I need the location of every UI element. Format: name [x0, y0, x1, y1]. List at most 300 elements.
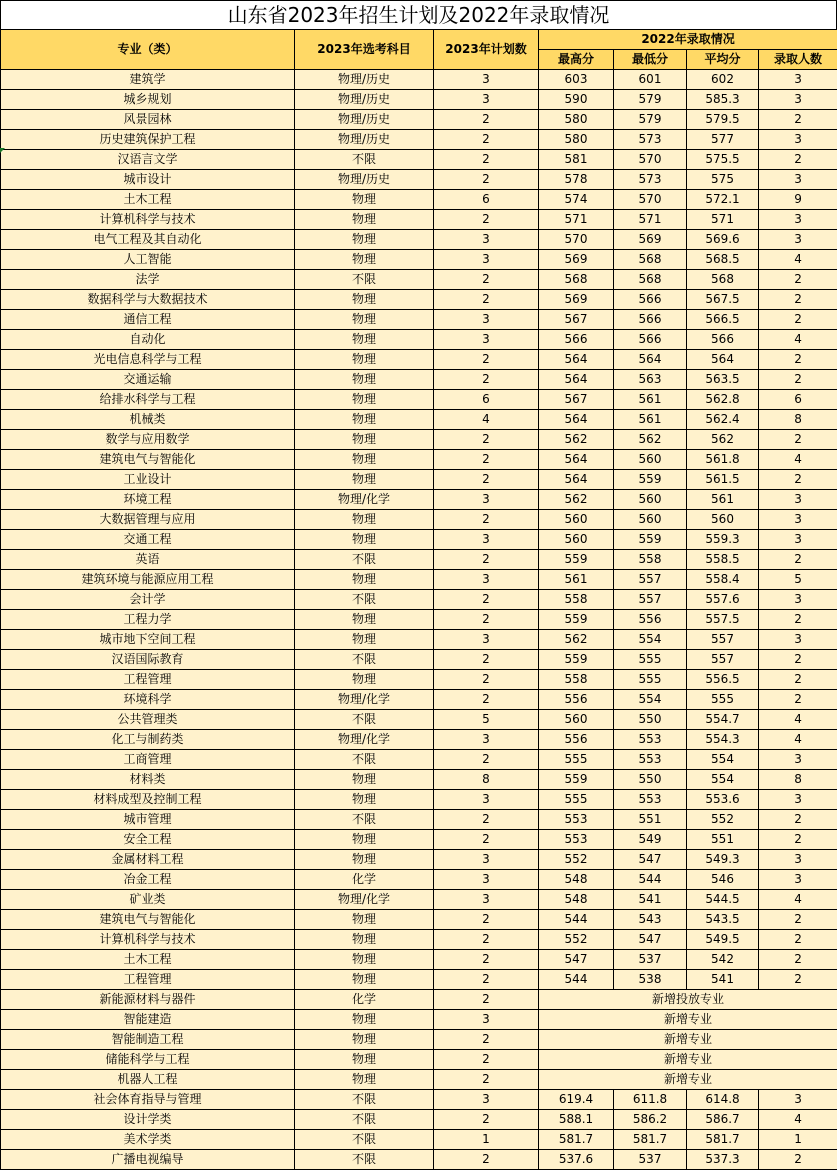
cell-max-score: 588.1 — [539, 1110, 614, 1130]
cell-subjects: 物理 — [295, 450, 434, 470]
cell-min-score: 569 — [614, 230, 687, 250]
header-2022-group: 2022年录取情况 — [539, 30, 837, 50]
cell-plan: 2 — [434, 810, 539, 830]
cell-avg-score: 566 — [687, 330, 759, 350]
cell-avg-score: 557 — [687, 630, 759, 650]
cell-avg-score: 559.3 — [687, 530, 759, 550]
cell-min-score: 561 — [614, 410, 687, 430]
cell-max-score: 578 — [539, 170, 614, 190]
table-row — [1, 290, 837, 310]
cell-min-score: 611.8 — [614, 1090, 687, 1110]
cell-plan: 2 — [434, 550, 539, 570]
cell-plan: 3 — [434, 790, 539, 810]
cell-max-score: 562 — [539, 630, 614, 650]
cell-avg-score: 569.6 — [687, 230, 759, 250]
cell-major: 工程力学 — [1, 610, 295, 630]
cell-subjects: 不限 — [295, 550, 434, 570]
cell-avg-score: 564 — [687, 350, 759, 370]
cell-major: 工商管理 — [1, 750, 295, 770]
cell-major: 矿业类 — [1, 890, 295, 910]
table-row — [1, 230, 837, 250]
header-avg: 平均分 — [687, 50, 759, 70]
table-row — [1, 790, 837, 810]
cell-subjects: 物理/历史 — [295, 90, 434, 110]
table-row — [1, 1150, 837, 1170]
cell-min-score: 568 — [614, 250, 687, 270]
cell-major: 公共管理类 — [1, 710, 295, 730]
cell-subjects: 物理 — [295, 950, 434, 970]
cell-avg-score: 561.5 — [687, 470, 759, 490]
cell-avg-score: 557.5 — [687, 610, 759, 630]
cell-max-score: 559 — [539, 770, 614, 790]
cell-major: 安全工程 — [1, 830, 295, 850]
cell-major: 新能源材料与器件 — [1, 990, 295, 1010]
cell-min-score: 560 — [614, 490, 687, 510]
cell-admitted-count: 2 — [759, 830, 837, 850]
cell-admitted-count: 1 — [759, 1130, 837, 1150]
cell-plan: 2 — [434, 270, 539, 290]
cell-subjects: 物理 — [295, 1050, 434, 1070]
cell-admitted-count: 3 — [759, 130, 837, 150]
cell-min-score: 560 — [614, 450, 687, 470]
cell-min-score: 558 — [614, 550, 687, 570]
cell-subjects: 物理 — [295, 410, 434, 430]
cell-major: 交通工程 — [1, 530, 295, 550]
cell-major: 环境工程 — [1, 490, 295, 510]
cell-min-score: 554 — [614, 690, 687, 710]
cell-plan: 3 — [434, 230, 539, 250]
cell-avg-score: 543.5 — [687, 910, 759, 930]
cell-plan: 2 — [434, 350, 539, 370]
table-row — [1, 670, 837, 690]
cell-min-score: 566 — [614, 290, 687, 310]
cell-subjects: 物理 — [295, 610, 434, 630]
table-row — [1, 190, 837, 210]
cell-avg-score: 571 — [687, 210, 759, 230]
cell-min-score: 560 — [614, 510, 687, 530]
cell-subjects: 物理 — [295, 570, 434, 590]
table-row — [1, 630, 837, 650]
cell-admitted-count: 2 — [759, 670, 837, 690]
cell-plan: 2 — [434, 430, 539, 450]
cell-subjects: 不限 — [295, 1150, 434, 1170]
cell-max-score: 568 — [539, 270, 614, 290]
cell-major: 储能科学与工程 — [1, 1050, 295, 1070]
cell-plan: 2 — [434, 590, 539, 610]
cell-subjects: 不限 — [295, 710, 434, 730]
cell-max-score: 564 — [539, 370, 614, 390]
cell-new-major-note: 新增专业 — [539, 1030, 837, 1050]
cell-admitted-count: 2 — [759, 1150, 837, 1170]
cell-min-score: 549 — [614, 830, 687, 850]
cell-admitted-count: 3 — [759, 630, 837, 650]
cell-major: 数据科学与大数据技术 — [1, 290, 295, 310]
cell-min-score: 586.2 — [614, 1110, 687, 1130]
cell-avg-score: 554.7 — [687, 710, 759, 730]
cell-plan: 6 — [434, 390, 539, 410]
cell-max-score: 553 — [539, 830, 614, 850]
cell-plan: 6 — [434, 190, 539, 210]
cell-admitted-count: 9 — [759, 190, 837, 210]
sheet-title: 山东省2023年招生计划及2022年录取情况 — [0, 0, 837, 29]
cell-subjects: 物理 — [295, 850, 434, 870]
cell-max-score: 562 — [539, 430, 614, 450]
cell-plan: 3 — [434, 330, 539, 350]
cell-min-score: 538 — [614, 970, 687, 990]
cell-plan: 3 — [434, 250, 539, 270]
cell-plan: 2 — [434, 290, 539, 310]
cell-avg-score: 554 — [687, 770, 759, 790]
cell-avg-score: 553.6 — [687, 790, 759, 810]
cell-plan: 1 — [434, 1130, 539, 1150]
cell-subjects: 物理 — [295, 430, 434, 450]
cell-max-score: 581 — [539, 150, 614, 170]
cell-subjects: 不限 — [295, 1130, 434, 1150]
cell-max-score: 552 — [539, 930, 614, 950]
cell-avg-score: 557 — [687, 650, 759, 670]
cell-avg-score: 568.5 — [687, 250, 759, 270]
cell-plan: 3 — [434, 570, 539, 590]
cell-max-score: 569 — [539, 290, 614, 310]
cell-admitted-count: 2 — [759, 910, 837, 930]
cell-avg-score: 561 — [687, 490, 759, 510]
cell-admitted-count: 3 — [759, 210, 837, 230]
cell-admitted-count: 2 — [759, 810, 837, 830]
cell-max-score: 560 — [539, 710, 614, 730]
cell-plan: 5 — [434, 710, 539, 730]
cell-subjects: 不限 — [295, 1110, 434, 1130]
header-count: 录取人数 — [759, 50, 837, 70]
cell-major: 历史建筑保护工程 — [1, 130, 295, 150]
cell-admitted-count: 3 — [759, 850, 837, 870]
cell-subjects: 物理 — [295, 630, 434, 650]
cell-plan: 2 — [434, 1110, 539, 1130]
cell-subjects: 物理 — [295, 510, 434, 530]
table-row — [1, 650, 837, 670]
table-row — [1, 1090, 837, 1110]
cell-min-score: 557 — [614, 570, 687, 590]
cell-major: 人工智能 — [1, 250, 295, 270]
cell-admitted-count: 4 — [759, 730, 837, 750]
cell-avg-score: 552 — [687, 810, 759, 830]
cell-plan: 2 — [434, 510, 539, 530]
cell-min-score: 564 — [614, 350, 687, 370]
cell-max-score: 547 — [539, 950, 614, 970]
cell-min-score: 573 — [614, 170, 687, 190]
cell-major: 给排水科学与工程 — [1, 390, 295, 410]
cell-major: 环境科学 — [1, 690, 295, 710]
table-row — [1, 750, 837, 770]
cell-max-score: 566 — [539, 330, 614, 350]
cell-subjects: 化学 — [295, 990, 434, 1010]
cell-subjects: 不限 — [295, 270, 434, 290]
cell-min-score: 537 — [614, 950, 687, 970]
table-row — [1, 810, 837, 830]
cell-min-score: 573 — [614, 130, 687, 150]
cell-min-score: 550 — [614, 710, 687, 730]
cell-major: 化工与制药类 — [1, 730, 295, 750]
cell-plan: 3 — [434, 70, 539, 90]
cell-plan: 8 — [434, 770, 539, 790]
cell-admitted-count: 3 — [759, 90, 837, 110]
cell-avg-score: 537.3 — [687, 1150, 759, 1170]
cell-max-score: 561 — [539, 570, 614, 590]
cell-admitted-count: 2 — [759, 150, 837, 170]
cell-avg-score: 586.7 — [687, 1110, 759, 1130]
table-row — [1, 870, 837, 890]
table-row — [1, 1030, 837, 1050]
cell-max-score: 552 — [539, 850, 614, 870]
cell-avg-score: 602 — [687, 70, 759, 90]
cell-min-score: 559 — [614, 530, 687, 550]
table-row — [1, 570, 837, 590]
cell-major: 材料成型及控制工程 — [1, 790, 295, 810]
cell-major: 美术学类 — [1, 1130, 295, 1150]
table-row — [1, 310, 837, 330]
cell-major: 冶金工程 — [1, 870, 295, 890]
cell-major: 金属材料工程 — [1, 850, 295, 870]
cell-plan: 2 — [434, 750, 539, 770]
cell-min-score: 547 — [614, 850, 687, 870]
cell-max-score: 590 — [539, 90, 614, 110]
cell-max-score: 581.7 — [539, 1130, 614, 1150]
table-row — [1, 510, 837, 530]
cell-avg-score: 558.4 — [687, 570, 759, 590]
table-body — [1, 70, 837, 1170]
cell-subjects: 物理 — [295, 230, 434, 250]
cell-subjects: 物理 — [295, 390, 434, 410]
cell-plan: 2 — [434, 970, 539, 990]
table-row — [1, 970, 837, 990]
cell-min-score: 547 — [614, 930, 687, 950]
cell-admitted-count: 4 — [759, 330, 837, 350]
cell-min-score: 554 — [614, 630, 687, 650]
cell-admitted-count: 3 — [759, 870, 837, 890]
cell-admitted-count: 3 — [759, 790, 837, 810]
cell-max-score: 555 — [539, 750, 614, 770]
cell-major: 通信工程 — [1, 310, 295, 330]
cell-major: 风景园林 — [1, 110, 295, 130]
cell-major: 机械类 — [1, 410, 295, 430]
cell-subjects: 物理 — [295, 1010, 434, 1030]
cell-plan: 2 — [434, 990, 539, 1010]
cell-max-score: 544 — [539, 910, 614, 930]
cell-max-score: 564 — [539, 450, 614, 470]
cell-avg-score: 549.3 — [687, 850, 759, 870]
table-row — [1, 470, 837, 490]
cell-admitted-count: 2 — [759, 290, 837, 310]
cell-avg-score: 542 — [687, 950, 759, 970]
header-max: 最高分 — [539, 50, 614, 70]
cell-plan: 2 — [434, 1030, 539, 1050]
cell-admitted-count: 2 — [759, 470, 837, 490]
cell-admitted-count: 2 — [759, 610, 837, 630]
cell-plan: 2 — [434, 910, 539, 930]
cell-subjects: 物理 — [295, 670, 434, 690]
cell-admitted-count: 2 — [759, 650, 837, 670]
cell-plan: 2 — [434, 170, 539, 190]
cell-avg-score: 562.4 — [687, 410, 759, 430]
cell-new-major-note: 新增专业 — [539, 1070, 837, 1090]
table-row — [1, 330, 837, 350]
table-row — [1, 990, 837, 1010]
cell-avg-score: 557.6 — [687, 590, 759, 610]
cell-avg-score: 575 — [687, 170, 759, 190]
cell-subjects: 物理 — [295, 1070, 434, 1090]
cell-avg-score: 563.5 — [687, 370, 759, 390]
cell-min-score: 543 — [614, 910, 687, 930]
cell-subjects: 物理 — [295, 790, 434, 810]
cell-admitted-count: 4 — [759, 250, 837, 270]
cell-avg-score: 546 — [687, 870, 759, 890]
cell-max-score: 559 — [539, 650, 614, 670]
cell-subjects: 物理 — [295, 970, 434, 990]
cell-major: 数学与应用数学 — [1, 430, 295, 450]
cell-major: 工程管理 — [1, 670, 295, 690]
cell-admitted-count: 2 — [759, 930, 837, 950]
table-row — [1, 910, 837, 930]
cell-avg-score: 561.8 — [687, 450, 759, 470]
cell-max-score: 559 — [539, 610, 614, 630]
cell-subjects: 物理 — [295, 930, 434, 950]
cell-admitted-count: 3 — [759, 1090, 837, 1110]
cell-max-score: 559 — [539, 550, 614, 570]
cell-max-score: 619.4 — [539, 1090, 614, 1110]
cell-max-score: 537.6 — [539, 1150, 614, 1170]
table-row — [1, 950, 837, 970]
cell-major: 交通运输 — [1, 370, 295, 390]
cell-plan: 3 — [434, 1010, 539, 1030]
cell-major: 会计学 — [1, 590, 295, 610]
table-row — [1, 1010, 837, 1030]
table-row — [1, 210, 837, 230]
cell-avg-score: 562.8 — [687, 390, 759, 410]
cell-major: 光电信息科学与工程 — [1, 350, 295, 370]
cell-admitted-count: 2 — [759, 110, 837, 130]
cell-admitted-count: 2 — [759, 950, 837, 970]
cell-major: 英语 — [1, 550, 295, 570]
cell-plan: 3 — [434, 850, 539, 870]
cell-admitted-count: 8 — [759, 770, 837, 790]
cell-subjects: 物理 — [295, 530, 434, 550]
cell-plan: 2 — [434, 450, 539, 470]
cell-max-score: 567 — [539, 310, 614, 330]
cell-plan: 2 — [434, 110, 539, 130]
cell-subjects: 物理/化学 — [295, 730, 434, 750]
table-row — [1, 1070, 837, 1090]
header-min: 最低分 — [614, 50, 687, 70]
cell-max-score: 567 — [539, 390, 614, 410]
cell-admitted-count: 3 — [759, 590, 837, 610]
cell-min-score: 551 — [614, 810, 687, 830]
cell-subjects: 不限 — [295, 650, 434, 670]
table-header — [1, 30, 837, 70]
cell-subjects: 物理 — [295, 1030, 434, 1050]
table-row — [1, 550, 837, 570]
cell-new-major-note: 新增专业 — [539, 1050, 837, 1070]
cell-plan: 3 — [434, 490, 539, 510]
cell-avg-score: 566.5 — [687, 310, 759, 330]
table-row — [1, 270, 837, 290]
table-row — [1, 250, 837, 270]
table-row — [1, 1130, 837, 1150]
cell-admitted-count: 2 — [759, 370, 837, 390]
table-row — [1, 430, 837, 450]
cell-avg-score: 551 — [687, 830, 759, 850]
cell-min-score: 553 — [614, 730, 687, 750]
cell-max-score: 564 — [539, 410, 614, 430]
admission-table — [0, 29, 837, 1170]
cell-plan: 2 — [434, 670, 539, 690]
cell-avg-score: 575.5 — [687, 150, 759, 170]
cell-plan: 2 — [434, 1070, 539, 1090]
table-row — [1, 850, 837, 870]
cell-max-score: 574 — [539, 190, 614, 210]
cell-major: 城市地下空间工程 — [1, 630, 295, 650]
cell-subjects: 物理 — [295, 290, 434, 310]
cell-subjects: 物理/历史 — [295, 130, 434, 150]
cell-avg-score: 568 — [687, 270, 759, 290]
cell-major: 城市管理 — [1, 810, 295, 830]
cell-major: 城市设计 — [1, 170, 295, 190]
cell-major: 建筑电气与智能化 — [1, 450, 295, 470]
cell-admitted-count: 4 — [759, 450, 837, 470]
cell-max-score: 560 — [539, 530, 614, 550]
table-row — [1, 350, 837, 370]
cell-admitted-count: 3 — [759, 230, 837, 250]
cell-subjects: 物理 — [295, 310, 434, 330]
cell-major: 法学 — [1, 270, 295, 290]
cell-major: 建筑学 — [1, 70, 295, 90]
cell-subjects: 不限 — [295, 750, 434, 770]
cell-max-score: 556 — [539, 730, 614, 750]
cell-avg-score: 554.3 — [687, 730, 759, 750]
cell-comment-marker — [0, 148, 5, 153]
header-plan: 2023年计划数 — [434, 30, 539, 70]
cell-plan: 3 — [434, 310, 539, 330]
cell-max-score: 556 — [539, 690, 614, 710]
cell-subjects: 物理/化学 — [295, 890, 434, 910]
table-row — [1, 930, 837, 950]
cell-min-score: 557 — [614, 590, 687, 610]
cell-avg-score: 555 — [687, 690, 759, 710]
cell-min-score: 571 — [614, 210, 687, 230]
cell-plan: 2 — [434, 930, 539, 950]
cell-plan: 3 — [434, 530, 539, 550]
cell-subjects: 物理 — [295, 190, 434, 210]
table-row — [1, 150, 837, 170]
cell-admitted-count: 3 — [759, 170, 837, 190]
cell-avg-score: 558.5 — [687, 550, 759, 570]
cell-new-major-note: 新增专业 — [539, 1010, 837, 1030]
table-row — [1, 730, 837, 750]
cell-min-score: 561 — [614, 390, 687, 410]
cell-subjects: 物理 — [295, 910, 434, 930]
cell-min-score: 563 — [614, 370, 687, 390]
cell-avg-score: 549.5 — [687, 930, 759, 950]
cell-major: 设计学类 — [1, 1110, 295, 1130]
cell-min-score: 556 — [614, 610, 687, 630]
cell-min-score: 555 — [614, 670, 687, 690]
cell-plan: 2 — [434, 1050, 539, 1070]
cell-subjects: 物理 — [295, 830, 434, 850]
cell-admitted-count: 2 — [759, 430, 837, 450]
cell-subjects: 物理 — [295, 370, 434, 390]
cell-avg-score: 581.7 — [687, 1130, 759, 1150]
cell-min-score: 562 — [614, 430, 687, 450]
cell-subjects: 物理/化学 — [295, 490, 434, 510]
cell-max-score: 564 — [539, 350, 614, 370]
